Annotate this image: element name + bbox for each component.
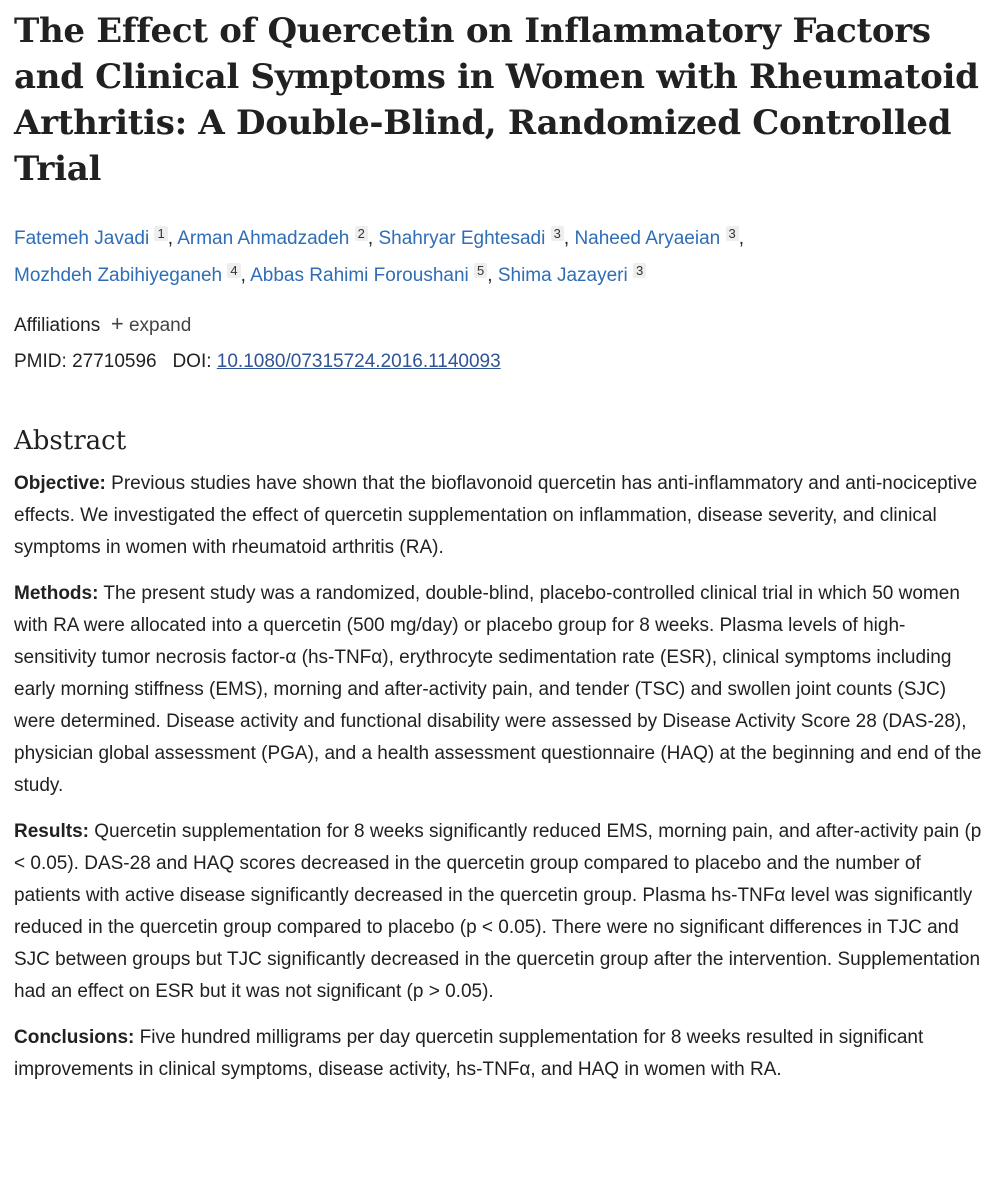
author-list — [14, 218, 982, 292]
author-link[interactable]: Naheed Aryaeian — [574, 228, 721, 249]
affiliation-ref[interactable]: 3 — [726, 226, 739, 241]
abstract-conclusions — [14, 1022, 982, 1086]
author-item — [498, 265, 646, 286]
author-link[interactable]: Arman Ahmadzadeh — [177, 228, 350, 249]
section-label: Results: — [14, 821, 89, 842]
author-item: Arman Ahmadzadeh $^2$ , — [177, 226, 379, 249]
affiliation-ref[interactable]: 1 — [154, 226, 167, 241]
affiliation-ref[interactable]: 4 — [227, 263, 240, 278]
pmid-label: PMID: — [14, 351, 67, 372]
section-text: Quercetin supplementation for 8 weeks significantly reduced EMS, morning pain, and after-activity pain (p < 0.05). DAS-28 and HAQ scores decreased in the quercetin group compared to placebo and the number of patients with active disease significantly decreased in the quercetin group. Plasma hs-TNFα level was significantly reduced in the quercetin group compared to placebo (p < 0.05). There were no significant differences in TJC and SJC between groups but TJC significantly decreased in the quercetin group after the intervention. Supplementation had an effect on ESR but it was not significant (p > 0.05). — [14, 821, 982, 1002]
section-label: Methods: — [14, 583, 99, 604]
author-item: Abbas Rahimi Foroushani $^5$ , — [250, 263, 498, 286]
affiliation-ref[interactable]: 5 — [474, 263, 487, 278]
affiliation-ref[interactable]: 2 — [355, 226, 368, 241]
affiliations-label: Affiliations — [14, 315, 101, 336]
plus-icon: + — [110, 311, 124, 336]
author-item: Shahryar Eghtesadi $^3$ , — [378, 226, 575, 249]
author-link[interactable]: Shahryar Eghtesadi — [378, 228, 546, 249]
section-label: Conclusions: — [14, 1027, 135, 1048]
author-link[interactable]: Abbas Rahimi Foroushani — [250, 265, 469, 286]
section-text: Five hundred milligrams per day quercetin supplementation for 8 weeks resulted in significant improvements in clinical symptoms, disease activity, hs-TNFα, and HAQ in women with RA. — [14, 1027, 924, 1080]
identifiers-row — [14, 344, 982, 380]
author-item: Mozhdeh Zabihiyeganeh $^4$ , — [14, 263, 251, 286]
article-meta — [14, 306, 982, 380]
affiliation-ref[interactable]: 3 — [551, 226, 564, 241]
abstract-objective — [14, 468, 982, 564]
article-title: The Effect of Quercetin on Inflammatory Factors and Clinical Symptoms in Women with Rheumatoid Arthritis: A Double-Blind, Randomized Controlled Trial — [14, 11, 979, 189]
section-text: Previous studies have shown that the bioflavonoid quercetin has anti-inflammatory and anti-nociceptive effects. We investigated the effect of quercetin supplementation on inflammation, disease severity, and clinical symptoms in women with rheumatoid arthritis (RA). — [14, 473, 978, 558]
author-item: Fatemeh Javadi $^1$ , — [14, 226, 178, 249]
doi-link[interactable]: 10.1080/07315724.2016.1140093 — [216, 351, 501, 372]
pmid-value: 27710596 — [72, 351, 157, 372]
affiliations-row — [14, 306, 982, 344]
author-link[interactable]: Shima Jazayeri — [497, 265, 628, 286]
abstract-heading: Abstract — [14, 426, 127, 456]
author-item: Naheed Aryaeian $^3$ , — [574, 226, 745, 249]
affiliation-ref[interactable]: 3 — [633, 263, 646, 278]
author-link[interactable]: Mozhdeh Zabihiyeganeh — [14, 265, 223, 286]
affiliations-expand-button[interactable] — [106, 311, 192, 336]
abstract-methods — [14, 578, 982, 802]
abstract-results — [14, 816, 982, 1008]
author-link[interactable]: Fatemeh Javadi — [14, 228, 150, 249]
expand-label: expand — [128, 315, 192, 336]
doi-label: DOI: — [172, 351, 212, 372]
section-text: The present study was a randomized, double-blind, placebo-controlled clinical trial in which 50 women with RA were allocated into a quercetin (500 mg/day) or placebo group for 8 weeks. Plasma levels of high-sensitivity tumor necrosis factor-α (hs-TNFα), erythrocyte sedimentation rate (ESR), clinical symptoms including early morning stiffness (EMS), morning and after-activity pain, and tender (TSC) and swollen joint counts (SJC) were determined. Disease activity and functional disability were assessed by Disease Activity Score 28 (DAS-28), physician global assessment (PGA), and a health assessment questionnaire (HAQ) at the beginning and end of the study. — [14, 583, 982, 796]
section-label: Objective: — [14, 473, 106, 494]
